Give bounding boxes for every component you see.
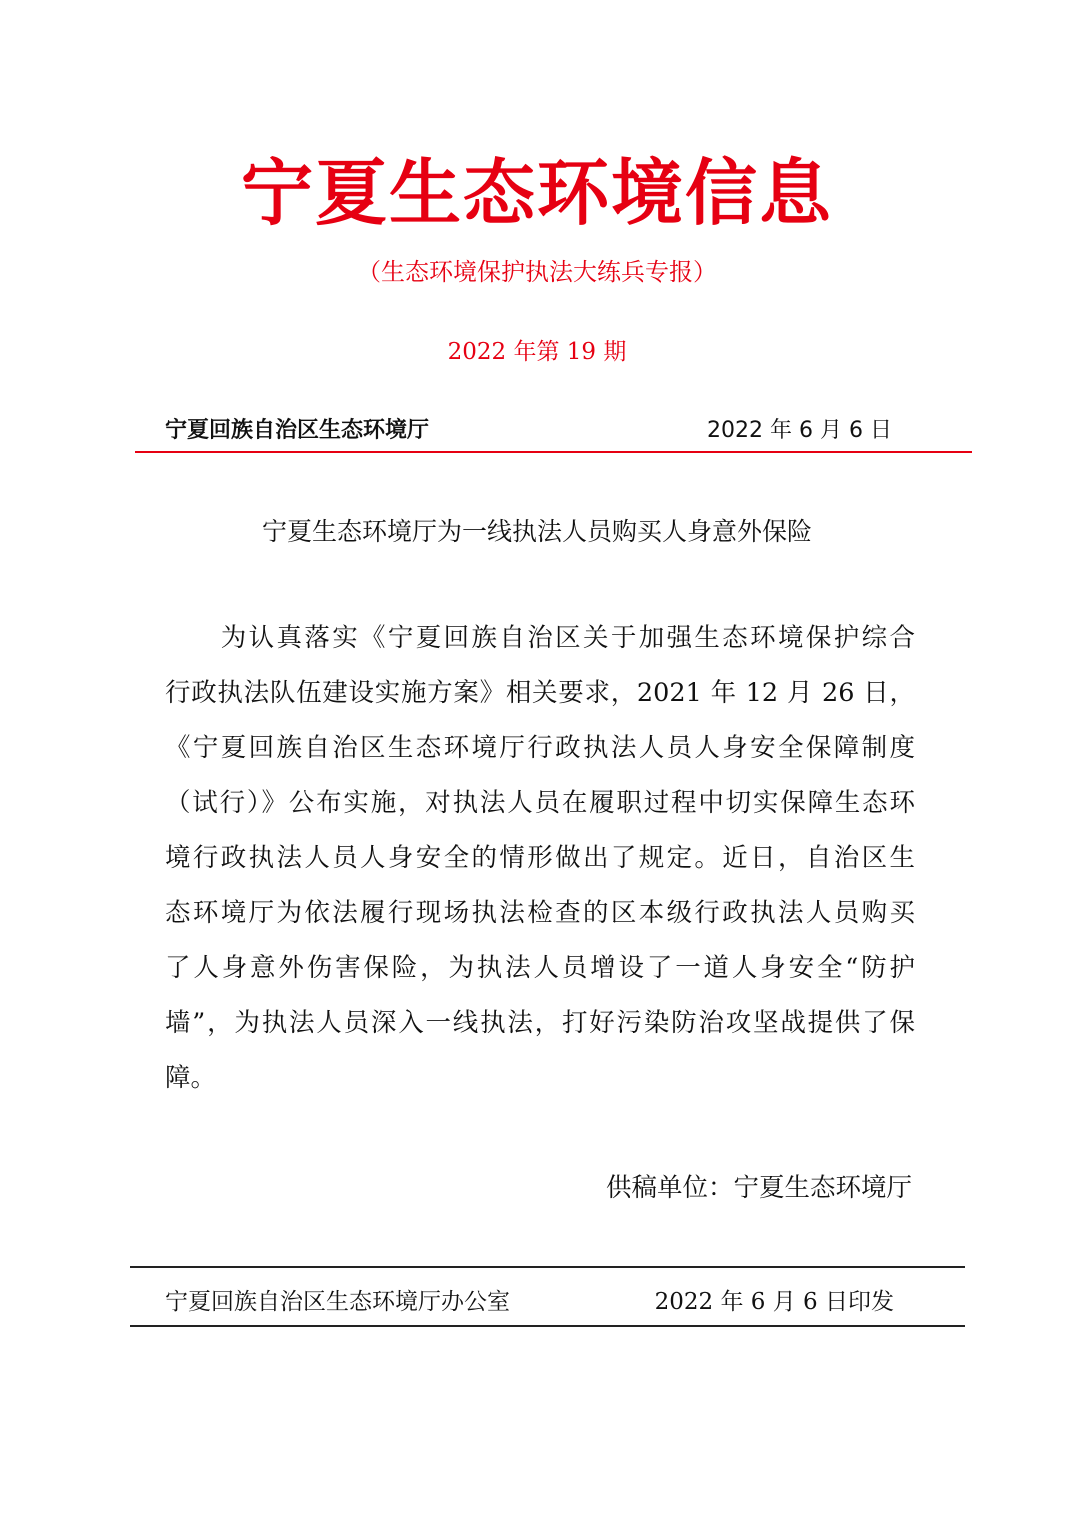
body-line: 境行政执法人员人身安全的情形做出了规定。近日，自治区生 [165,843,915,873]
body-line: （试行）》公布实施，对执法人员在履职过程中切实保障生态环 [165,788,915,818]
body-line: 行政执法队伍建设实施方案》相关要求，2021 年 12 月 26 日， [165,678,915,708]
issue-date: 2022 年 6 月 6 日 [707,418,892,443]
body-line: 为认真落实《宁夏回族自治区关于加强生态环境保护综合 [165,623,915,653]
body-line: 《宁夏回族自治区生态环境厅行政执法人员人身安全保障制度 [165,733,915,763]
body-line: 了人身意外伤害保险，为执法人员增设了一道人身安全“防护 [165,953,915,983]
masthead-subtitle: （生态环境保护执法大练兵专报） [357,258,717,286]
masthead-title: 宁夏生态环境信息 [240,151,833,235]
footer-rule-top [130,1266,965,1268]
footer-rule-bottom [130,1325,965,1327]
footer-printed-date: 2022 年 6 月 6 日印发 [654,1289,894,1315]
signature: 供稿单位：宁夏生态环境厅 [605,1173,912,1203]
body-line: 墙”，为执法人员深入一线执法，打好污染防治攻坚战提供了保 [165,1008,915,1038]
body-line: 态环境厅为依法履行现场执法检查的区本级行政执法人员购买 [165,898,915,928]
article-title: 宁夏生态环境厅为一线执法人员购买人身意外保险 [261,517,812,546]
issue-number: 2022 年第 19 期 [447,339,627,365]
body-line: 障。 [165,1063,217,1093]
footer-office: 宁夏回族自治区生态环境厅办公室 [165,1289,510,1315]
red-divider [135,451,972,453]
issuer: 宁夏回族自治区生态环境厅 [165,417,430,443]
article-body [165,620,915,1115]
